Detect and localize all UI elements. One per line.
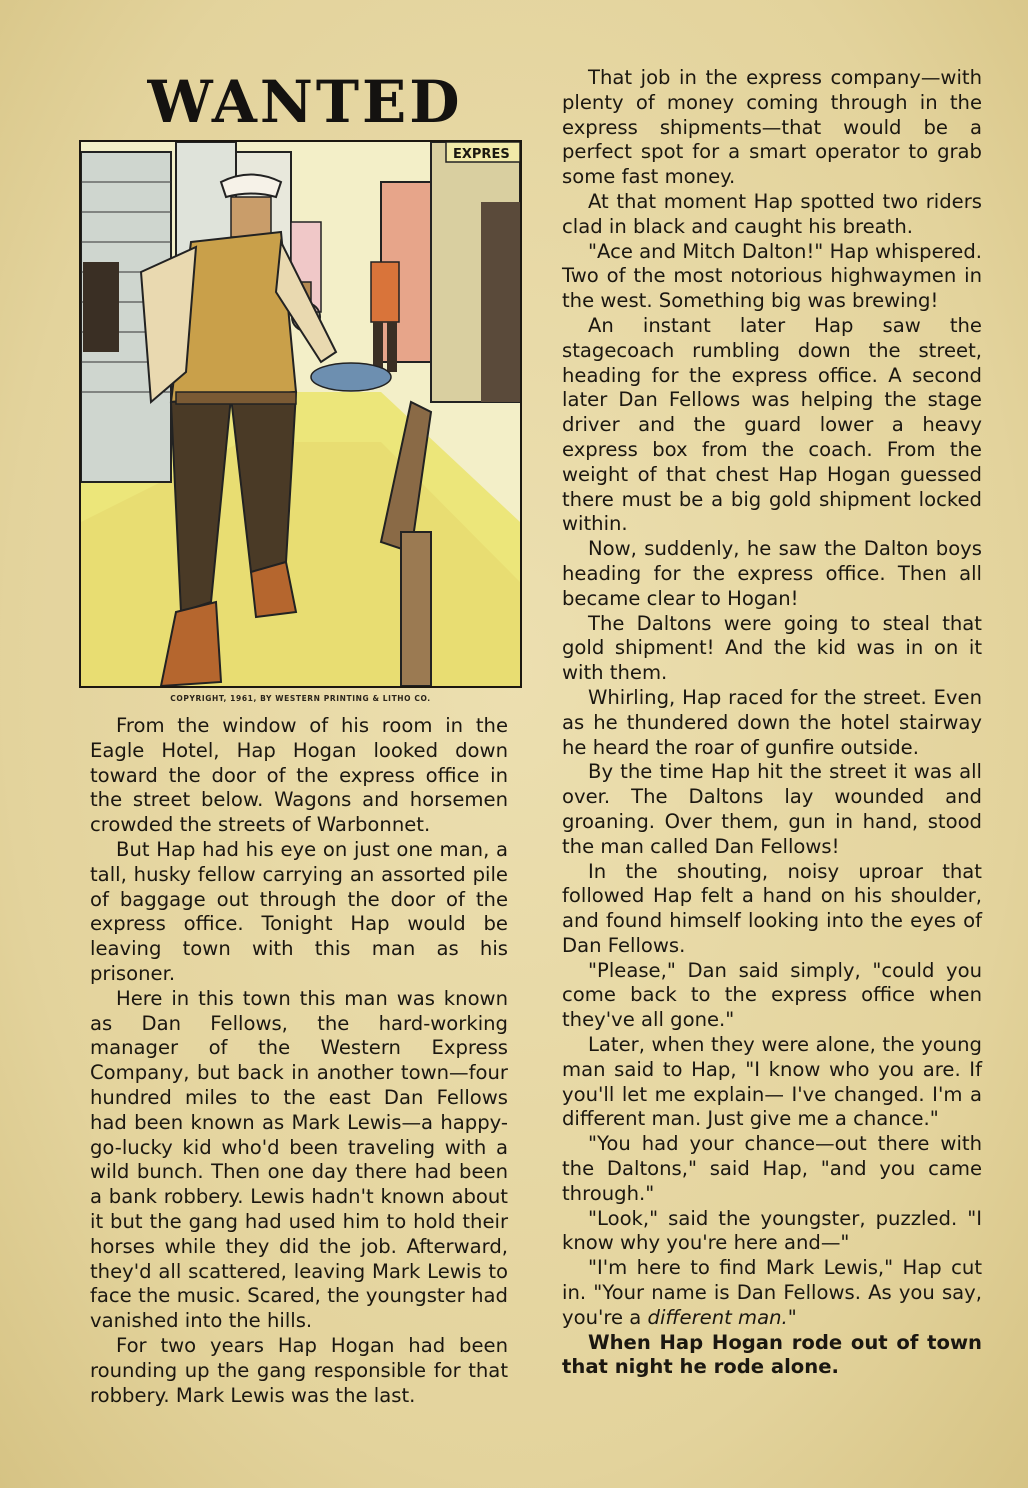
story-title: WANTED — [147, 68, 463, 136]
copyright-notice: COPYRIGHT, 1961, BY WESTERN PRINTING & LITHO CO. — [170, 694, 431, 703]
paragraph: Whirling, Hap raced for the street. Even as he thundered down the hotel stairway he heard the roar of gunfire outside. — [562, 685, 982, 759]
paragraph: By the time Hap hit the street it was all over. The Daltons lay wounded and groaning. Over them, gun in hand, stood the man called Dan Fellows! — [562, 760, 982, 858]
paragraph: An instant later Hap saw the stagecoach rumbling down the street, heading for the express office. A second later Dan Fellows was helping the stage driver and the guard lower a heavy express box from the coach. From the weight of that chest Hap Hogan guessed there must be a big gold shipment locked within. — [562, 313, 982, 536]
paragraph: Later, when they were alone, the young man said to Hap, "I know who you are. If you'll let me explain— I've changed. I'm a different man. Just give me a chance." — [562, 1033, 982, 1131]
paragraph: That job in the express company—with plenty of money coming through in the express shipments—that would be a perfect spot for a smart operator to grab some fast money. — [562, 66, 982, 189]
paragraph: But Hap had his eye on just one man, a tall, husky fellow carrying an assorted pile of baggage out through the door of the express office. Tonight Hap would be leaving town with this man as his prisoner. — [90, 837, 508, 985]
final-paragraph: When Hap Hogan rode out of town that night he rode alone. — [562, 1330, 982, 1379]
paragraph: "Please," Dan said simply, "could you come back to the express office when they've all gone." — [562, 958, 982, 1032]
paragraph: "Look," said the youngster, puzzled. "I know why you're here and—" — [562, 1206, 982, 1255]
paragraph: "You had your chance—out there with the Daltons," said Hap, "and you came through." — [562, 1132, 982, 1205]
quote-close: " — [787, 1305, 797, 1329]
quote-italic: different man. — [647, 1305, 788, 1329]
quote-text: "I'm here to find Mark Lewis," Hap cut in. "Your name is Dan Fellows. As you say, you're a — [562, 1256, 982, 1329]
paragraph: "Ace and Mitch Dalton!" Hap whispered. Two of the most notorious highwaymen in the west. Something big was brewing! — [562, 239, 982, 313]
paragraph — [562, 1256, 982, 1330]
paragraph: The Daltons were going to steal that gold shipment! And the kid was in on it with them. — [562, 611, 982, 685]
story-illustration — [79, 140, 522, 688]
paragraph: In the shouting, noisy uproar that followed Hap felt a hand on his shoulder, and found himself looking into the eyes of Dan Fellows. — [562, 859, 982, 957]
express-sign-text: EXPRES — [453, 147, 510, 162]
paragraph: For two years Hap Hogan had been rounding up the gang responsible for that robbery. Mark Lewis was the last. — [90, 1333, 508, 1407]
left-text-column — [90, 714, 508, 1408]
right-text-column — [562, 66, 982, 1380]
paragraph: Now, suddenly, he saw the Dalton boys heading for the express office. Then all became clear to Hogan! — [562, 537, 982, 610]
paragraph: At that moment Hap spotted two riders clad in black and caught his breath. — [562, 189, 982, 238]
paragraph: From the window of his room in the Eagle Hotel, Hap Hogan looked down toward the door of the express office in the street below. Wagons and horsemen crowded the streets of Warbonnet. — [90, 714, 508, 837]
paragraph: Here in this town this man was known as Dan Fellows, the hard-working manager of the Western Express Company, but back in another town—four hundred miles to the east Dan Fellows had been known as Mark Lewis—a happy-go-lucky kid who'd been traveling with a wild bunch. Then one day there had been a bank robbery. Lewis hadn't known about it but the gang had used him to hold their horses while they did the job. Afterward, they'd all scattered, leaving Mark Lewis to face the music. Scared, the youngster had vanished into the hills. — [90, 986, 508, 1333]
